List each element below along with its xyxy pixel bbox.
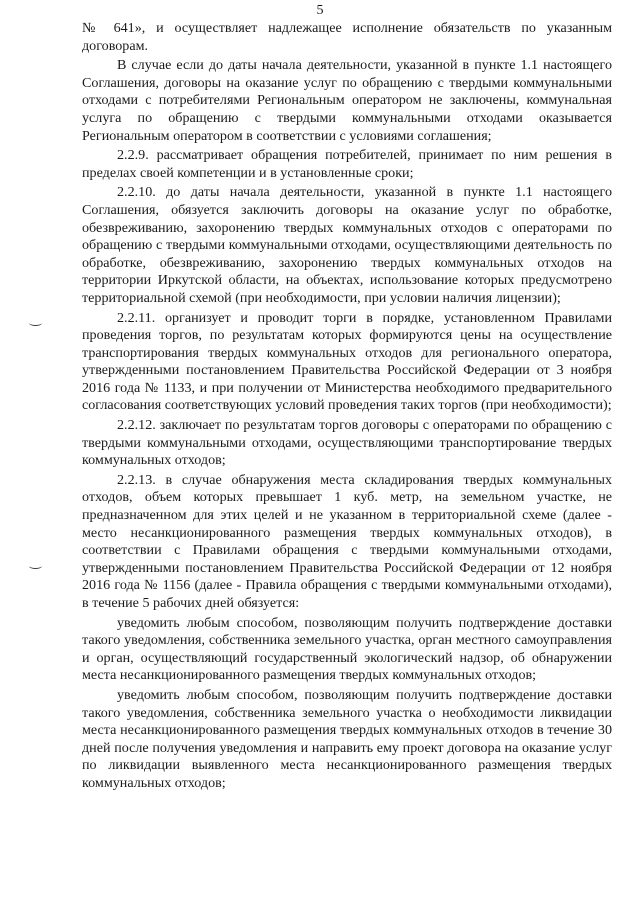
paragraph: уведомить любым способом, позволяющим получить подтверждение доставки такого уведомления, собственника земельного участка о необходимости ликвидации места несанкционированного размещения твердых коммунальных отходов в течение 30 дней после получения уведомления и направить ему проект договора на оказание услуг по ликвидации выявленного места несанкционированного размещения твердых коммунальных отходов; [82, 686, 612, 791]
paragraph: В случае если до даты начала деятельности, указанной в пункте 1.1 настоящего Соглашения, договоры на оказание услуг по обращению с твердыми коммунальными отходами с потребителями Региональным оператором не заключены, коммунальная услуга по обращению с твердыми коммунальными отходами оказывается Региональным оператором в соответствии с условиями соглашения; [82, 57, 612, 144]
paragraph: № 641», и осуществляет надлежащее исполнение обязательств по указанным договорам. [82, 20, 612, 54]
paragraph: 2.2.13. в случае обнаружения места складирования твердых коммунальных отходов, объем которых превышает 1 куб. метр, на земельном участке, не предназначенном для этих целей и не указанном в территориальной схеме (далее - место несанкционированного размещения твердых коммунальных отходов), в соответствии с Правилами обращения с твердыми коммунальными отходами, утвержденными постановлением Правительства Российской Федерации от 12 ноября 2016 года № 1156 (далее - Правила обращения с твердыми коммунальными отходами), в течение 5 рабочих дней обязуется: [82, 471, 612, 611]
paragraph: 2.2.10. до даты начала деятельности, указанной в пункте 1.1 настоящего Соглашения, обязуется заключить договоры на оказание услуг по обработке, обезвреживанию, захоронению твердых коммунальных отходов с операторами по обращению с твердыми коммунальными отходами, осуществляющими деятельность по обработке, обезвреживанию, захоронению твердых коммунальных отходов на территории Иркутской области, на объектах, использование которых предусмотрено территориальной схемой (при необходимости, при условии наличия лицензии); [82, 184, 612, 306]
paragraph: 2.2.12. заключает по результатам торгов договоры с операторами по обращению с твердыми коммунальными отходами, осуществляющими транспортирование твердых коммунальных отходов; [82, 417, 612, 469]
margin-mark [29, 320, 42, 326]
document-body [82, 20, 612, 795]
page-number: 5 [316, 3, 324, 18]
paragraph: 2.2.9. рассматривает обращения потребителей, принимает по ним решения в пределах своей компетенции и в установленные сроки; [82, 147, 612, 181]
paragraph: уведомить любым способом, позволяющим получить подтверждение доставки такого уведомления, собственника земельного участка, орган местного самоуправления и орган, осуществляющий государственный экологический надзор, об обнаружении места несанкционированного размещения твердых коммунальных отходов; [82, 614, 612, 684]
margin-mark [29, 563, 42, 569]
paragraph: 2.2.11. организует и проводит торги в порядке, установленном Правилами проведения торгов, по результатам которых формируются цены на осуществление транспортирования твердых коммунальных отходов для регионального оператора, утвержденными постановлением Правительства Российской Федерации от 3 ноября 2016 года № 1133, и при получении от Министерства необходимого предварительного согласования соответствующих условий проведения таких торгов (при необходимости); [82, 309, 612, 414]
